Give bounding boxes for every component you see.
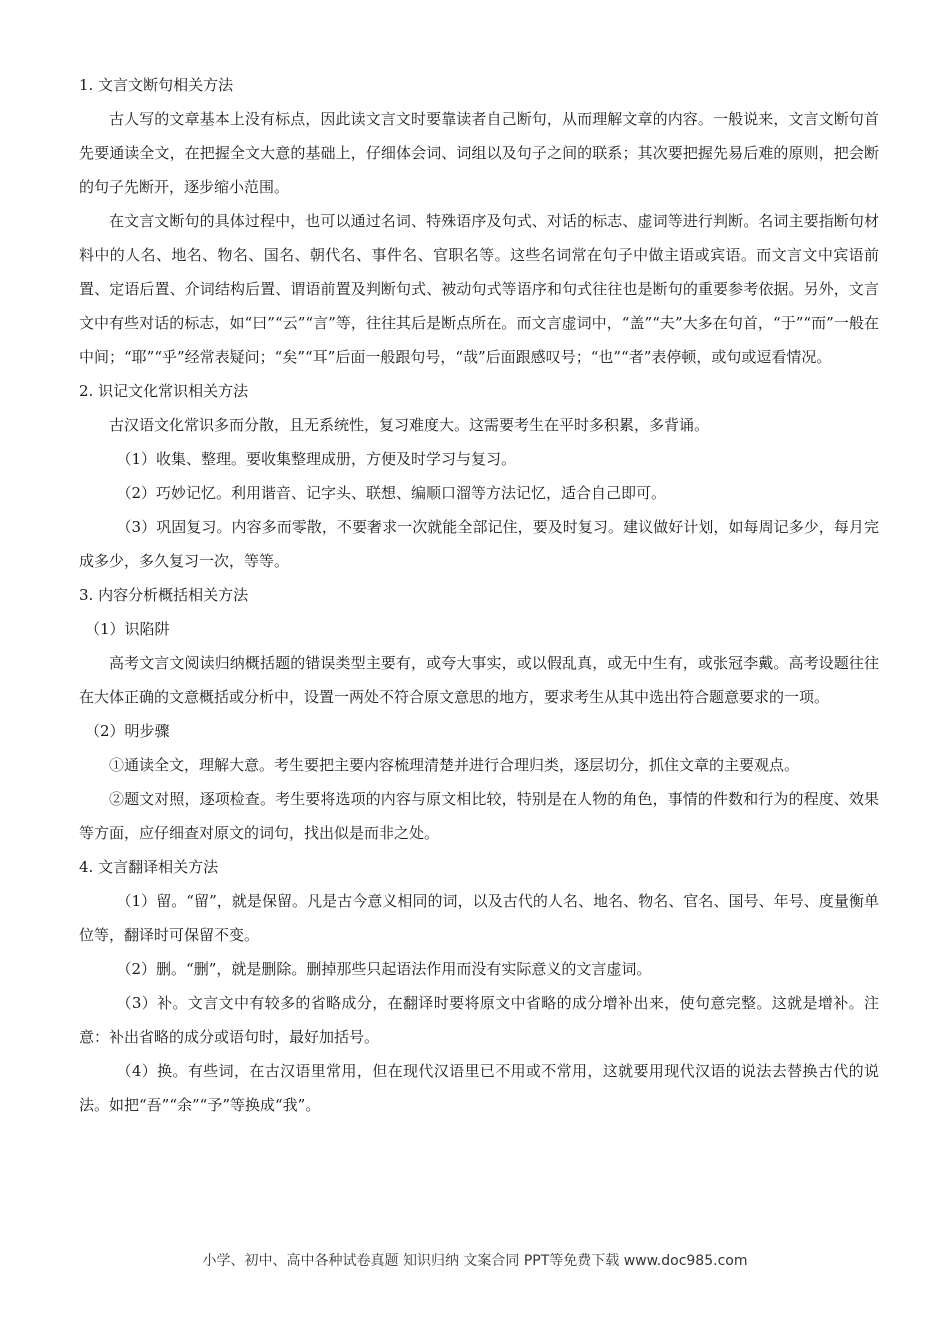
section-4-item-4: （4）换。有些词，在古汉语里常用，但在现代汉语里已不用或不常用，这就要用现代汉语的说法去替换古代的说法。如把“吾”“余”“予”等换成“我”。	[79, 1062, 879, 1114]
section-3-subheading-1: （1）识陷阱	[85, 620, 170, 638]
section-2-item-2: （2）巧妙记忆。利用谐音、记字头、联想、编顺口溜等方法记忆，适合自己即可。	[116, 484, 667, 502]
section-2-item-3: （3）巩固复习。内容多而零散，不要奢求一次就能全部记住，要及时复习。建议做好计划，如每周记多少，每月完成多少，多久复习一次，等等。	[79, 518, 879, 570]
page-footer: 小学、初中、高中各种试卷真题 知识归纳 文案合同 PPT等免费下载 www.doc985.com	[202, 1253, 748, 1269]
section-4-item-1: （1）留。“留”，就是保留。凡是古今意义相同的词，以及古代的人名、地名、物名、官名、国号、年号、度量衡单位等，翻译时可保留不变。	[79, 892, 879, 944]
section-3-step-2: ②题文对照，逐项检查。考生要将选项的内容与原文相比较，特别是在人物的角色，事情的件数和行为的程度、效果等方面，应仔细查对原文的词句，找出似是而非之处。	[79, 790, 879, 842]
section-1-paragraph-1: 古人写的文章基本上没有标点，因此读文言文时要靠读者自己断句，从而理解文章的内容。一般说来，文言文断句首先要通读全文，在把握全文大意的基础上，仔细体会词、词组以及句子之间的联系；其次要把握先易后难的原则，把会断的句子先断开，逐步缩小范围。	[79, 110, 879, 196]
section-4-item-3: （3）补。文言文中有较多的省略成分，在翻译时要将原文中省略的成分增补出来，使句意完整。这就是增补。注意：补出省略的成分或语句时，最好加括号。	[79, 994, 879, 1046]
section-3-sub1-text: 高考文言文阅读归纳概括题的错误类型主要有，或夸大事实，或以假乱真，或无中生有，或张冠李戴。高考设题往往在大体正确的文意概括或分析中，设置一两处不符合原文意思的地方，要求考生从其中选出符合题意要求的一项。	[79, 654, 879, 706]
section-2-item-1: （1）收集、整理。要收集整理成册，方便及时学习与复习。	[116, 450, 517, 468]
section-4-item-2: （2）删。“删”，就是删除。删掉那些只起语法作用而没有实际意义的文言虚词。	[116, 960, 652, 978]
section-heading-3: 3. 内容分析概括相关方法	[79, 586, 249, 604]
section-3-subheading-2: （2）明步骤	[85, 722, 170, 740]
section-1-paragraph-2: 在文言文断句的具体过程中，也可以通过名词、特殊语序及句式、对话的标志、虚词等进行判断。名词主要指断句材料中的人名、地名、物名、国名、朝代名、事件名、官职名等。这些名词常在句子中做主语或宾语。而文言文中宾语前置、定语后置、介词结构后置、谓语前置及判断句式、被动句式等语序和句式往往也是断句的重要参考依据。另外，文言文中有些对话的标志，如“曰”“云”“言”等，往往其后是断点所在。而文言虚词中，“盖”“夫”大多在句首，“于”“而”一般在中间；“耶”“乎”经常表疑问；“矣”“耳”后面一般跟句号，“哉”后面跟感叹号；“也”“者”表停顿，或句或逗看情况。	[79, 212, 879, 366]
section-heading-1: 1. 文言文断句相关方法	[79, 76, 234, 94]
section-heading-4: 4. 文言翻译相关方法	[79, 858, 219, 876]
section-heading-2: 2. 识记文化常识相关方法	[79, 382, 249, 400]
section-3-step-1: ①通读全文，理解大意。考生要把主要内容梳理清楚并进行合理归类，逐层切分，抓住文章的主要观点。	[109, 756, 800, 774]
document-body	[79, 68, 879, 1122]
section-2-intro: 古汉语文化常识多而分散，且无系统性，复习难度大。这需要考生在平时多积累，多背诵。	[109, 416, 710, 434]
